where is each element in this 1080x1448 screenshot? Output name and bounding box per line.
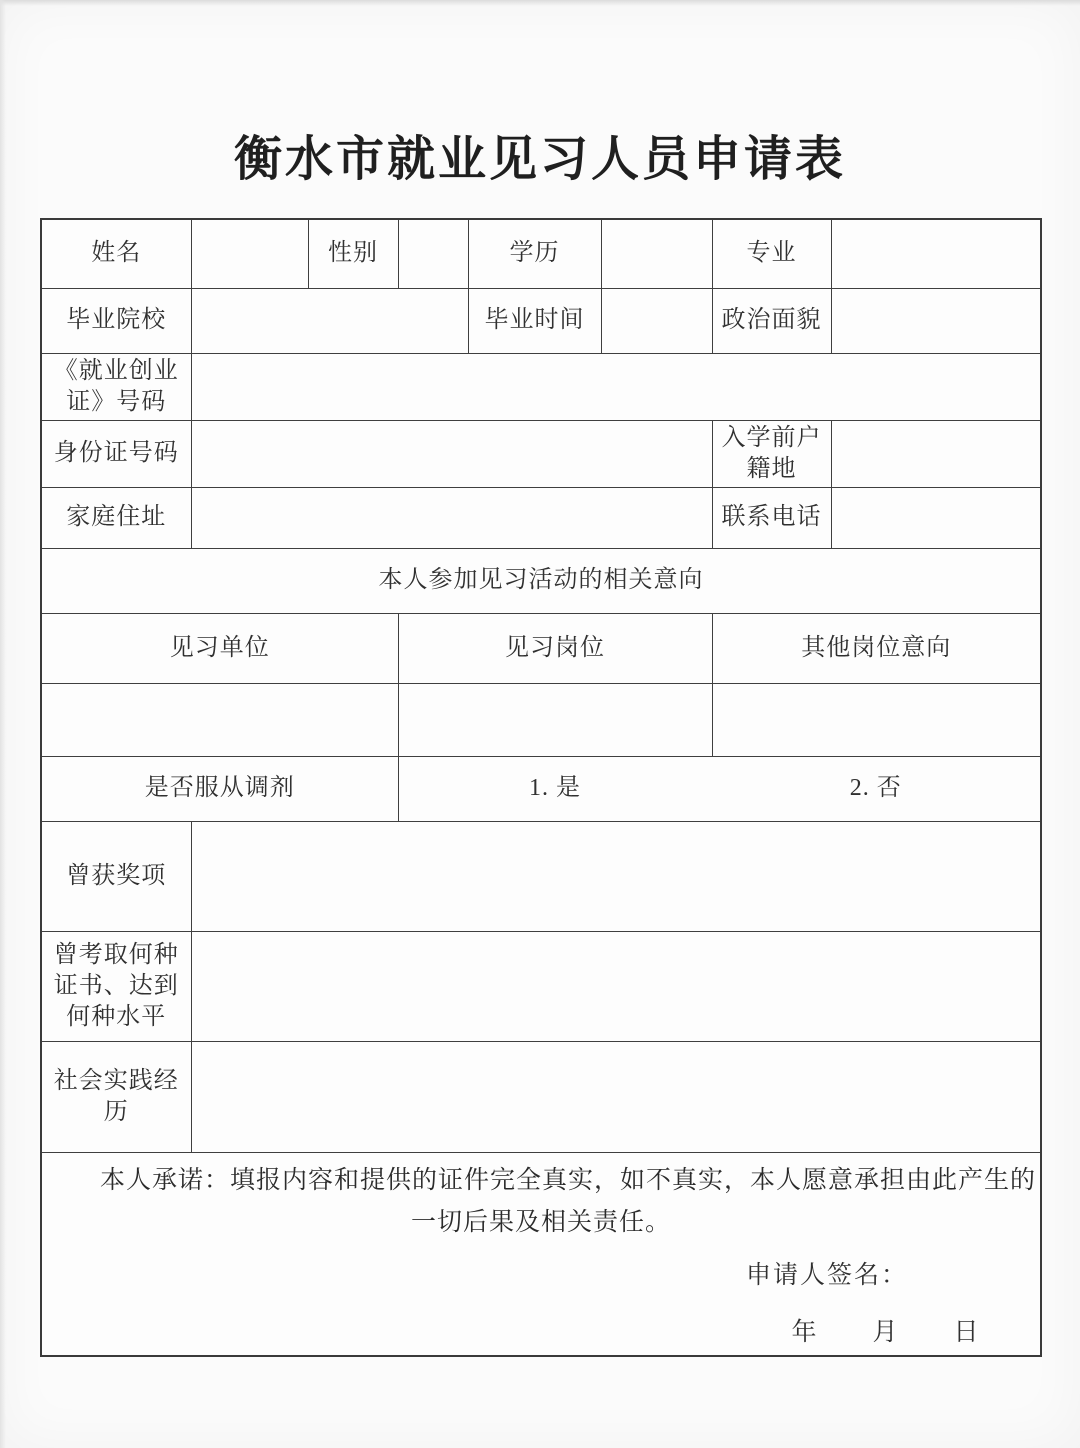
- employment-cert-label: 《就业创业证》号码: [41, 353, 191, 420]
- school-label: 毕业院校: [41, 288, 191, 353]
- employment-cert-value-cell: [191, 353, 1041, 420]
- row-intention-section-title: [41, 548, 1041, 613]
- major-value-cell: [831, 219, 1041, 288]
- row-intention-values: [41, 683, 1041, 756]
- political-status-value-cell: [831, 288, 1041, 353]
- gender-value-cell: [398, 219, 468, 288]
- date-label: 年 月 日: [791, 1318, 981, 1346]
- gender-label: 性别: [308, 219, 398, 288]
- row-id-number: [41, 420, 1041, 487]
- pledge-text: 本人承诺：填报内容和提供的证件完全真实，如不真实，本人愿意承担由此产生的一切后果及相关责任。: [100, 1166, 1037, 1236]
- school-value-cell: [191, 288, 468, 353]
- home-address-label: 家庭住址: [41, 487, 191, 548]
- major-label: 专业: [712, 219, 831, 288]
- education-value-cell: [601, 219, 712, 288]
- phone-label: 联系电话: [712, 487, 831, 548]
- political-status-label: 政治面貌: [712, 288, 831, 353]
- id-number-label: 身份证号码: [41, 420, 191, 487]
- adjustment-option-no: 2. 否: [849, 775, 902, 801]
- registry-label: 入学前户籍地: [712, 420, 831, 487]
- row-personal-2: [41, 288, 1041, 353]
- row-personal-1: [41, 219, 1041, 288]
- row-social-practice: [41, 1041, 1041, 1152]
- registry-value-cell: [831, 420, 1041, 487]
- awards-label: 曾获奖项: [41, 821, 191, 931]
- grad-time-value-cell: [601, 288, 712, 353]
- row-pledge: [41, 1152, 1041, 1356]
- social-practice-value-cell: [191, 1041, 1041, 1152]
- phone-value-cell: [831, 487, 1041, 548]
- awards-value-cell: [191, 821, 1041, 931]
- intention-position-header: 见习岗位: [398, 613, 712, 683]
- scan-edge: [0, 0, 1080, 6]
- pledge-cell: [41, 1152, 1041, 1356]
- intention-section-title: 本人参加见习活动的相关意向: [41, 548, 1041, 613]
- row-home-address: [41, 487, 1041, 548]
- intention-other-header: 其他岗位意向: [712, 613, 1041, 683]
- scan-edge: [0, 0, 6, 1448]
- adjustment-label: 是否服从调剂: [41, 756, 398, 821]
- name-value-cell: [191, 219, 308, 288]
- grad-time-label: 毕业时间: [468, 288, 601, 353]
- intention-other-value-cell: [712, 683, 1041, 756]
- intention-position-value-cell: [398, 683, 712, 756]
- row-certificates: [41, 931, 1041, 1041]
- adjustment-options-cell: [398, 756, 1041, 821]
- form-title: 衡水市就业见习人员申请表: [233, 133, 846, 186]
- row-awards: [41, 821, 1041, 931]
- education-label: 学历: [468, 219, 601, 288]
- home-address-value-cell: [191, 487, 712, 548]
- row-employment-cert: [41, 353, 1041, 420]
- row-intention-headers: [41, 613, 1041, 683]
- certificates-value-cell: [191, 931, 1041, 1041]
- application-form-table: [40, 218, 1042, 1357]
- certificates-label: 曾考取何种证书、达到何种水平: [41, 931, 191, 1041]
- id-number-value-cell: [191, 420, 712, 487]
- intention-unit-value-cell: [41, 683, 398, 756]
- adjustment-option-yes: 1. 是: [529, 775, 582, 801]
- intention-unit-header: 见习单位: [41, 613, 398, 683]
- name-label: 姓名: [41, 219, 191, 288]
- signature-label: 申请人签名：: [745, 1261, 908, 1289]
- row-adjustment: [41, 756, 1041, 821]
- social-practice-label: 社会实践经历: [41, 1041, 191, 1152]
